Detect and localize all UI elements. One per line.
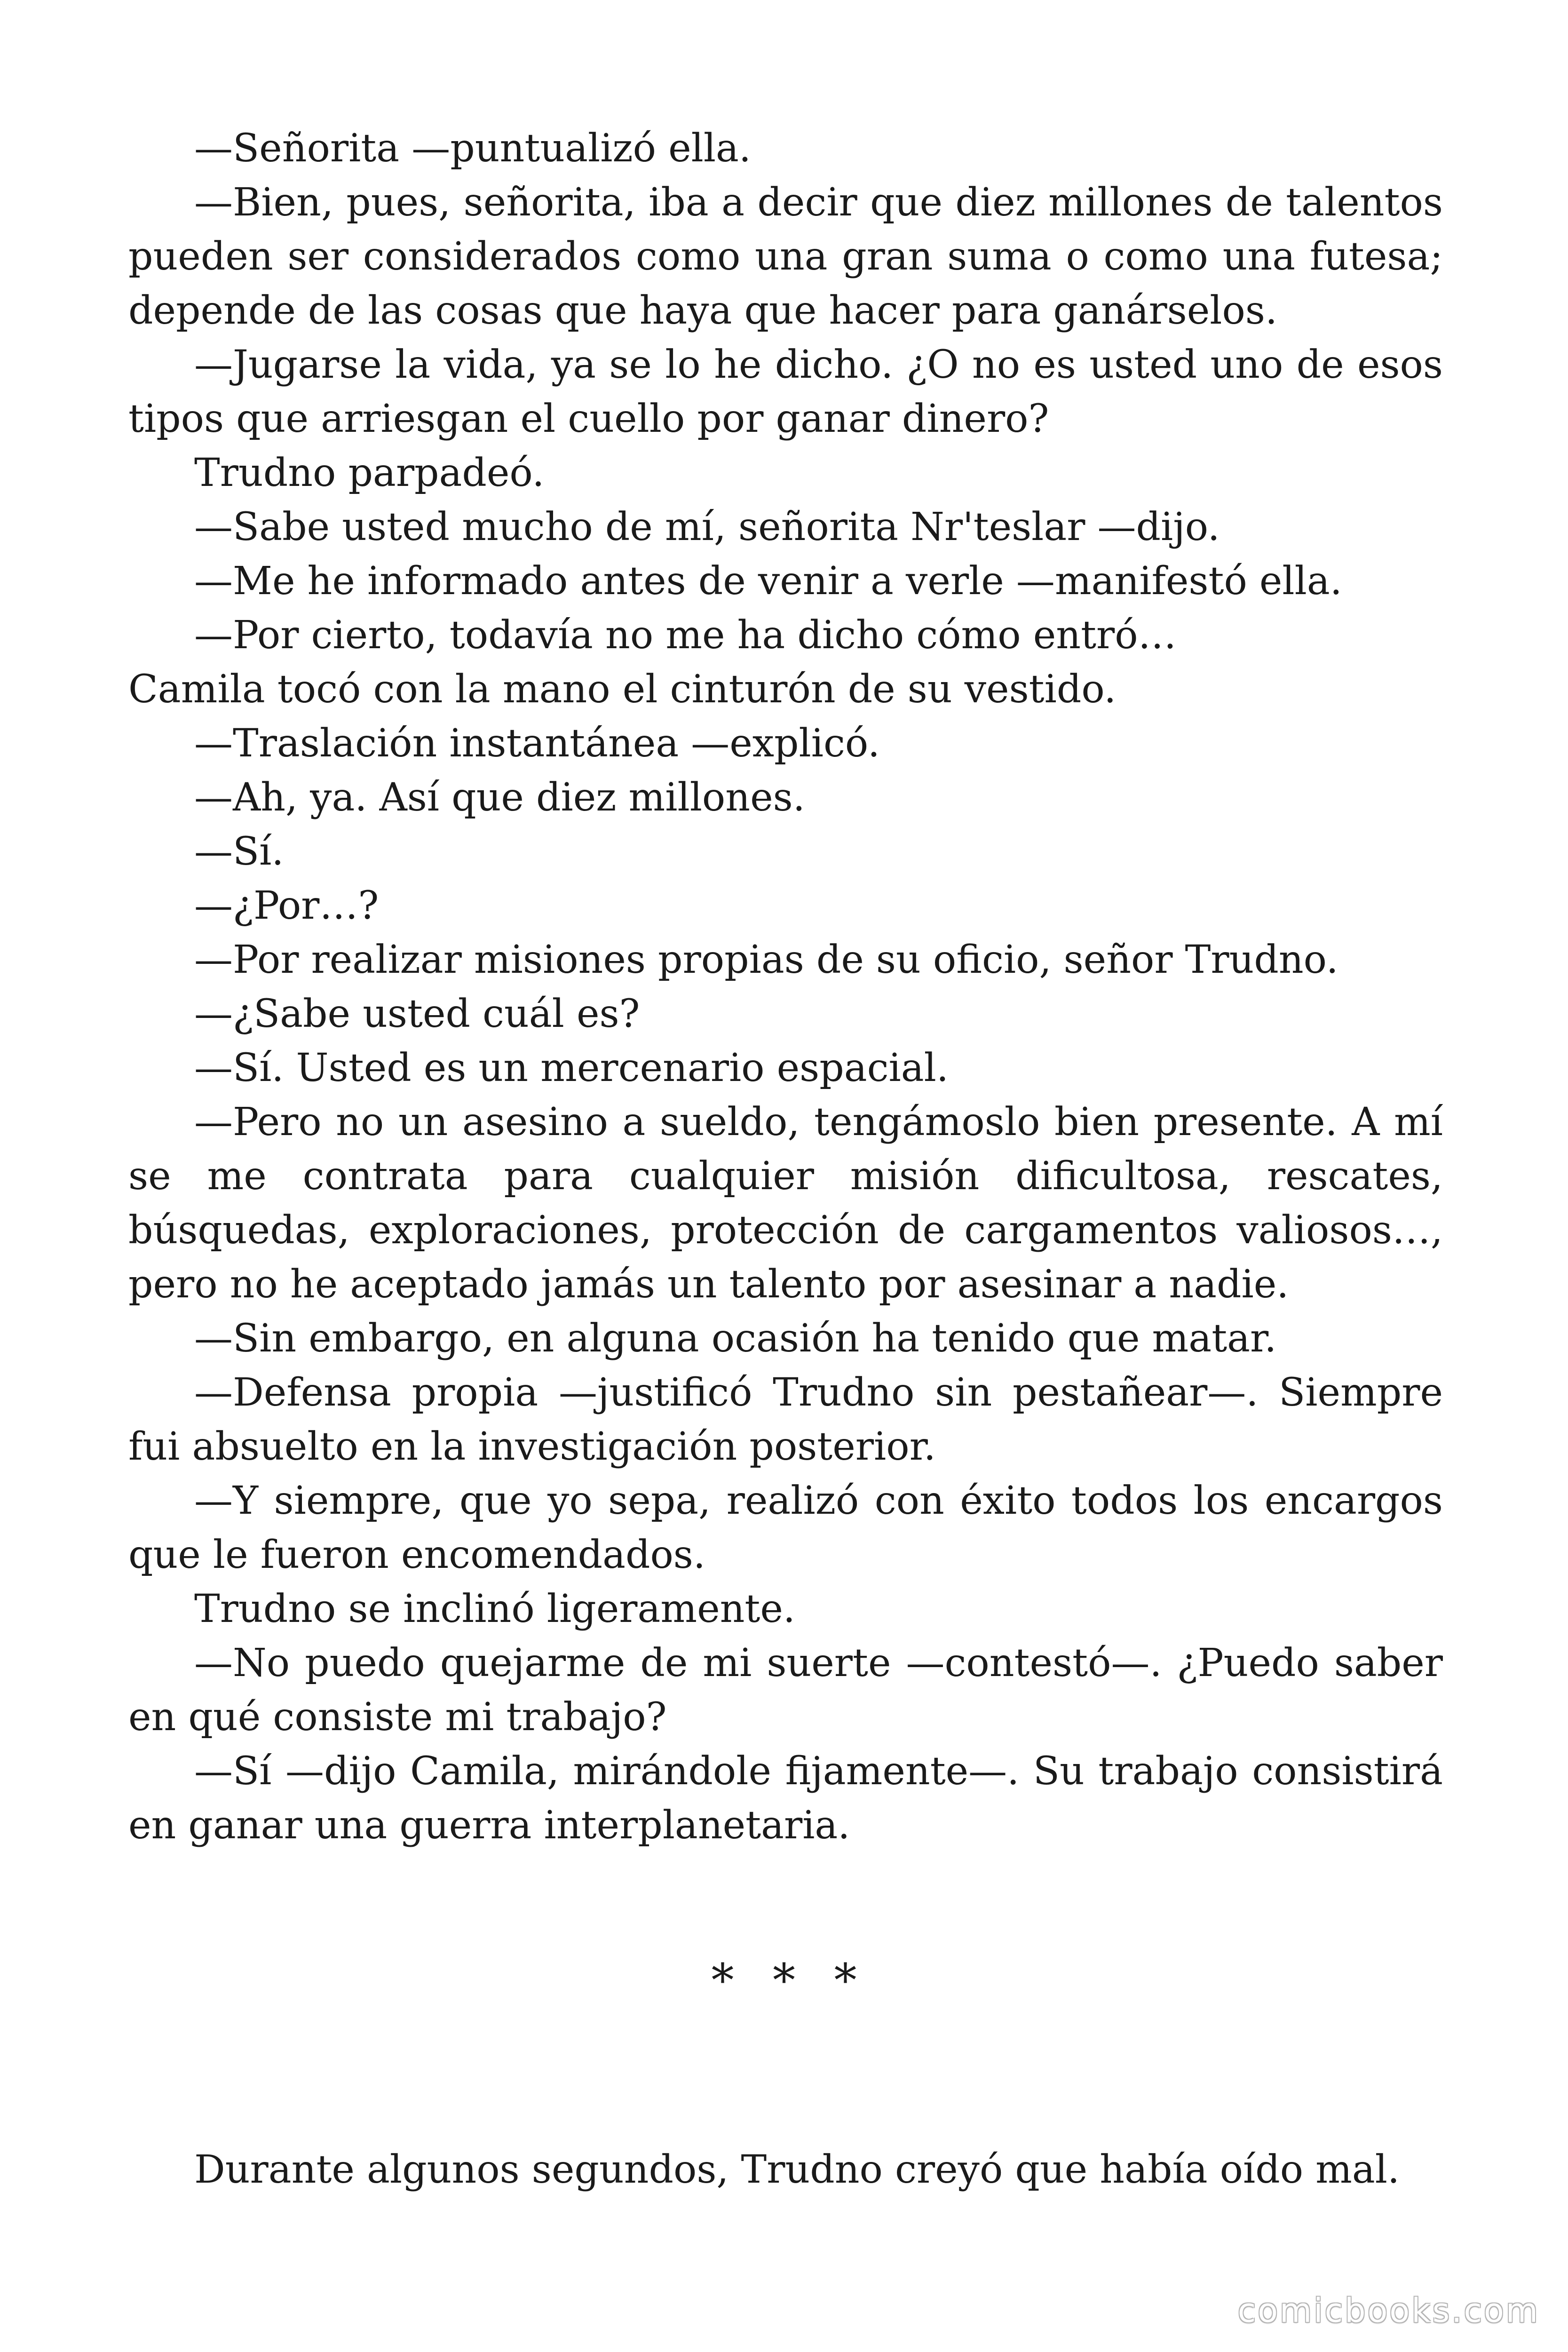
paragraph: —Por cierto, todavía no me ha dicho cómo entró… bbox=[194, 613, 1177, 658]
separator-asterisk: * bbox=[773, 1954, 795, 2007]
closing-paragraph: Durante algunos segundos, Trudno creyó que había oído mal. bbox=[194, 2147, 1400, 2192]
paragraph: —Sí —dijo Camila, mirándole fijamente—. Su trabajo consistirá en ganar una guerra interplanetaria. bbox=[128, 1749, 1443, 1848]
paragraph: —¿Por…? bbox=[194, 883, 379, 928]
paragraph: Trudno parpadeó. bbox=[194, 451, 545, 495]
section-separator bbox=[0, 1952, 1568, 2009]
watermark: comicbooks.com bbox=[1237, 2291, 1540, 2330]
paragraph: —Sí. bbox=[194, 829, 284, 874]
paragraph: —Sí. Usted es un mercenario espacial. bbox=[194, 1046, 949, 1090]
paragraph: —Bien, pues, señorita, iba a decir que diez millones de talentos pueden ser considerados como una gran suma o como una futesa; depende de las cosas que haya que hacer para ganárselos. bbox=[128, 180, 1443, 333]
page-body bbox=[128, 121, 1443, 1852]
paragraph: —Traslación instantánea —explicó. bbox=[194, 721, 880, 766]
paragraph: —Defensa propia —justificó Trudno sin pestañear—. Siempre fui absuelto en la investigación posterior. bbox=[128, 1370, 1443, 1469]
paragraph: —Me he informado antes de venir a verle —manifestó ella. bbox=[194, 559, 1342, 604]
paragraph: —Por realizar misiones propias de su oficio, señor Trudno. bbox=[194, 938, 1338, 982]
paragraph: Trudno se inclinó ligeramente. bbox=[194, 1587, 795, 1631]
separator-asterisk: * bbox=[711, 1954, 734, 2007]
paragraph: —No puedo quejarme de mi suerte —contestó—. ¿Puedo saber en qué consiste mi trabajo? bbox=[128, 1641, 1443, 1740]
paragraph: —Señorita —puntualizó ella. bbox=[194, 126, 751, 171]
paragraph: —Jugarse la vida, ya se lo he dicho. ¿O no es usted uno de esos tipos que arriesgan el cuello por ganar dinero? bbox=[128, 342, 1443, 441]
paragraph: —Pero no un asesino a sueldo, tengámoslo bien presente. A mí se me contrata para cualquier misión dificultosa, rescates, búsquedas, exploraciones, protección de cargamentos valiosos…, pero no he aceptado jamás un talento por asesinar a nadie. bbox=[128, 1100, 1443, 1307]
paragraph: —Sin embargo, en alguna ocasión ha tenido que matar. bbox=[194, 1316, 1277, 1361]
separator-asterisk: * bbox=[834, 1954, 857, 2007]
paragraph: Camila tocó con la mano el cinturón de su vestido. bbox=[128, 667, 1117, 712]
paragraph: —Sabe usted mucho de mí, señorita Nr'teslar —dijo. bbox=[194, 505, 1220, 549]
paragraph: —¿Sabe usted cuál es? bbox=[194, 992, 640, 1036]
paragraph: —Ah, ya. Así que diez millones. bbox=[194, 775, 805, 820]
paragraph: —Y siempre, que yo sepa, realizó con éxito todos los encargos que le fueron encomendados. bbox=[128, 1478, 1443, 1577]
